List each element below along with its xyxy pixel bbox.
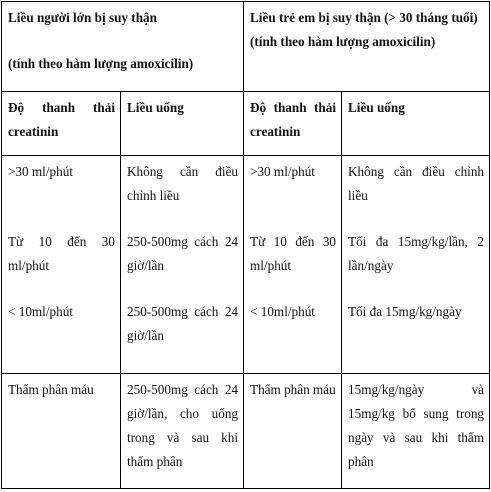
adult-dose-3: 250-500mg cách 24 giờ/lần bbox=[127, 304, 239, 343]
adult-dialysis-label: Thẩm phân máu bbox=[2, 374, 121, 489]
adult-header-cell bbox=[2, 2, 244, 92]
adult-clearance-2: Từ 10 đến 30 ml/phút bbox=[8, 234, 115, 273]
child-header-cell bbox=[244, 2, 490, 92]
child-clearance-header: Độ thanh thải creatinin bbox=[244, 92, 342, 156]
child-clearance-3: < 10ml/phút bbox=[250, 304, 315, 319]
child-dose-2: Tối đa 15mg/kg/lần, 2 lần/ngày bbox=[348, 234, 485, 273]
child-clearance-cell bbox=[244, 156, 342, 374]
child-clearance-1: >30 ml/phút bbox=[250, 164, 315, 179]
child-dose-cell bbox=[342, 156, 490, 374]
renal-rows bbox=[2, 156, 490, 374]
child-dialysis-label: Thẩm phân máu bbox=[244, 374, 342, 489]
child-dialysis-dose: 15mg/kg/ngày và 15mg/kg bổ sung trong ngày và sau khi thẩm phân bbox=[342, 374, 490, 489]
child-header-subtitle: (tính theo hàm lượng amoxicilin) bbox=[250, 34, 436, 49]
adult-dose-header: Liều uống bbox=[121, 92, 244, 156]
dialysis-row bbox=[2, 374, 490, 489]
adult-clearance-cell bbox=[2, 156, 121, 374]
adult-header-subtitle: (tính theo hàm lượng amoxicilin) bbox=[8, 56, 194, 71]
adult-header-title: Liều người lớn bị suy thận bbox=[8, 10, 157, 25]
child-clearance-2: Từ 10 đến 30 ml/phút bbox=[250, 234, 337, 273]
child-header-title: Liều trẻ em bị suy thận (> 30 tháng tuổi) bbox=[250, 10, 478, 25]
child-dose-3: Tối đa 15mg/kg/ngày bbox=[348, 304, 462, 319]
adult-clearance-1: >30 ml/phút bbox=[8, 164, 73, 179]
adult-clearance-header: Độ thanh thải creatinin bbox=[2, 92, 121, 156]
child-dose-1: Không cần điều chỉnh liều bbox=[348, 164, 485, 203]
dosage-table-container bbox=[1, 1, 489, 489]
header-row bbox=[2, 2, 490, 92]
adult-dose-1: Không cần điều chỉnh liều bbox=[127, 164, 239, 203]
child-dose-header: Liều uống bbox=[342, 92, 490, 156]
adult-clearance-3: < 10ml/phút bbox=[8, 304, 73, 319]
adult-dialysis-dose: 250-500mg cách 24 giờ/lần, cho uống trong và sau khi thẩm phân bbox=[121, 374, 244, 489]
adult-dose-cell bbox=[121, 156, 244, 374]
column-header-row bbox=[2, 92, 490, 156]
adult-dose-2: 250-500mg cách 24 giờ/lần bbox=[127, 234, 239, 273]
renal-dosage-table bbox=[1, 1, 490, 489]
